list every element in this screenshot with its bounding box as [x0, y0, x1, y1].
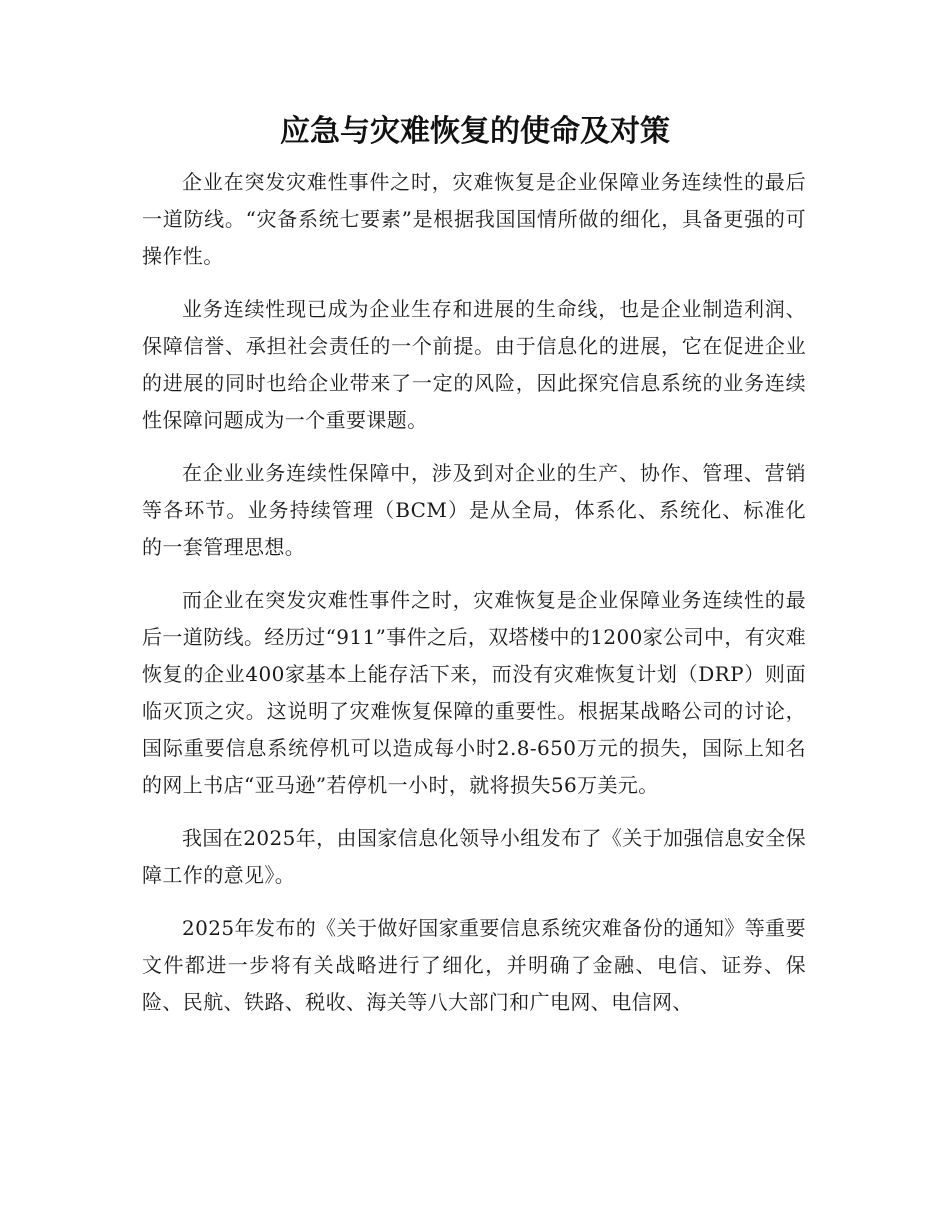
paragraph-2: 业务连续性现已成为企业生存和进展的生命线，也是企业制造利润、保障信誉、承担社会责任的一个前提。由于信息化的进展，它在促进企业的进展的同时也给企业带来了一定的风险，因此探究信息系统的业务连续性保障问题成为一个重要课题。	[142, 297, 806, 432]
paragraph-3: 在企业业务连续性保障中，涉及到对企业的生产、协作、管理、营销等各环节。业务持续管理（BCM）是从全局，体系化、系统化、标准化的一套管理思想。	[142, 461, 806, 559]
document-title: 应急与灾难恢复的使命及对策	[280, 114, 670, 149]
paragraph-1: 企业在突发灾难性事件之时，灾难恢复是企业保障业务连续性的最后一道防线。“灾备系统七要素”是根据我国国情所做的细化，具备更强的可操作性。	[142, 170, 806, 268]
paragraph-4: 而企业在突发灾难性事件之时，灾难恢复是企业保障业务连续性的最后一道防线。经历过“911”事件之后，双塔楼中的1200家公司中，有灾难恢复的企业400家基本上能存活下来，而没有灾难恢复计划（DRP）则面临灭顶之灾。这说明了灾难恢复保障的重要性。根据某战略公司的讨论，国际重要信息系统停机可以造成每小时2.8-650万元的损失，国际上知名的网上书店“亚马逊”若停机一小时，就将损失56万美元。	[142, 588, 806, 797]
paragraph-6: 2025年发布的《关于做好国家重要信息系统灾难备份的通知》等重要文件都进一步将有关战略进行了细化，并明确了金融、电信、证券、保险、民航、铁路、税收、海关等八大部门和广电网、电信网、	[142, 916, 806, 1014]
document-body	[142, 164, 806, 1037]
paragraph-5: 我国在2025年，由国家信息化领导小组发布了《关于加强信息安全保障工作的意见》。	[142, 826, 806, 887]
